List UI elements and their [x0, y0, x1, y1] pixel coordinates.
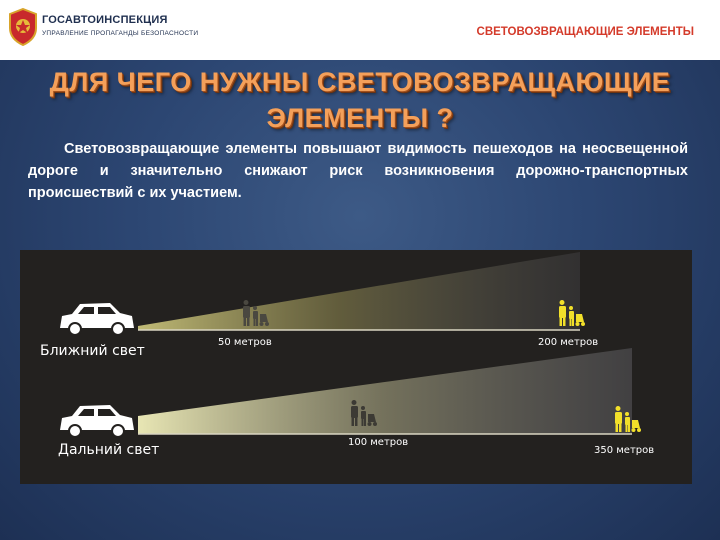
- low-beam-label: Ближний свет: [40, 343, 145, 359]
- high-beam-light: [138, 348, 632, 434]
- section-label: СВЕТОВОЗВРАЩАЮЩИЕ ЭЛЕМЕНТЫ: [476, 26, 694, 38]
- high-beam-label: Дальний свет: [58, 442, 160, 458]
- emblem-icon: [8, 8, 38, 46]
- low-beam-unmarked-distance: 50 метров: [218, 337, 272, 348]
- low-beam-car-icon: [60, 303, 134, 335]
- visibility-diagram: [20, 250, 692, 484]
- page-title: ДЛЯ ЧЕГО НУЖНЫ СВЕТОВОЗВРАЩАЮЩИЕ ЭЛЕМЕНТЫ ?: [49, 67, 671, 133]
- org-subtitle: УПРАВЛЕНИЕ ПРОПАГАНДЫ БЕЗОПАСНОСТИ: [42, 30, 199, 37]
- high-beam-reflector-distance: 350 метров: [594, 445, 655, 456]
- high-beam-unmarked-distance: 100 метров: [348, 437, 409, 448]
- low-beam-light: [138, 252, 580, 330]
- low-beam-reflector-distance: 200 метров: [538, 337, 599, 348]
- high-beam-car-icon: [60, 405, 134, 437]
- intro-paragraph: Световозвращающие элементы повышают видимость пешеходов на неосвещенной дороге и значительно снижают риск возникновения дорожно-транспортных происшествий с их участием.: [28, 141, 688, 201]
- org-name: ГОСАВТОИНСПЕКЦИЯ: [42, 14, 168, 26]
- header-bar: [0, 0, 720, 60]
